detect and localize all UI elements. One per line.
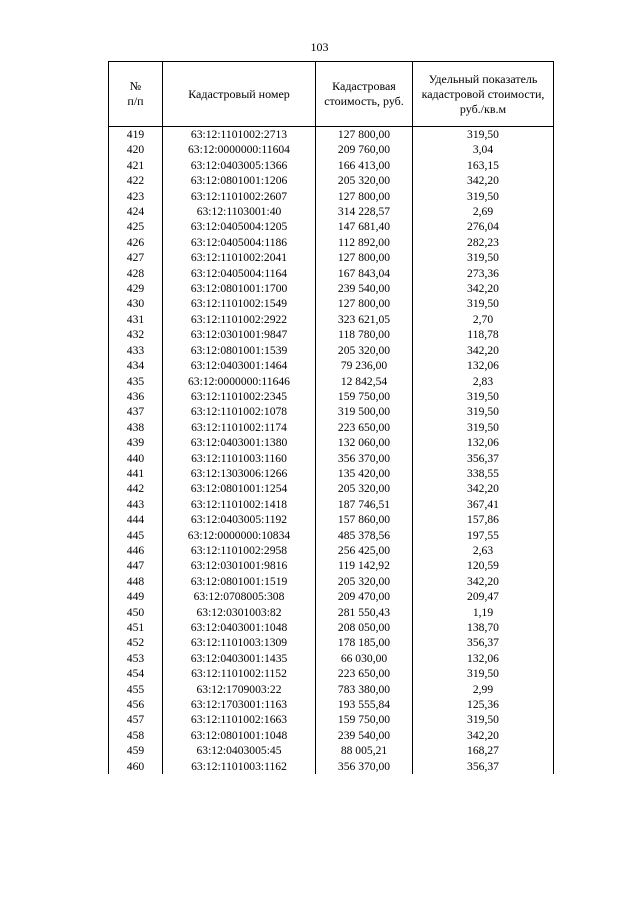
row-index: 423 [109,189,163,204]
page-number: 103 [310,40,329,54]
row-index: 436 [109,389,163,404]
row-index: 445 [109,528,163,543]
cadastral-value: 356 370,00 [316,759,413,774]
table-row [109,512,554,527]
cadastral-value: 281 550,43 [316,605,413,620]
cadastral-value: 112 892,00 [316,235,413,250]
specific-indicator: 356,37 [413,635,554,650]
row-index: 441 [109,466,163,481]
table-row [109,204,554,219]
cadastral-number: 63:12:1101002:2958 [163,543,316,558]
table-row [109,389,554,404]
cadastral-number: 63:12:1101003:1162 [163,759,316,774]
specific-indicator: 168,27 [413,743,554,758]
cadastral-number: 63:12:0405004:1186 [163,235,316,250]
cadastral-value: 66 030,00 [316,651,413,666]
cadastral-value: 159 750,00 [316,712,413,727]
row-index: 446 [109,543,163,558]
cadastral-value: 256 425,00 [316,543,413,558]
cadastral-number: 63:12:0801001:1048 [163,728,316,743]
table-header [109,62,554,127]
cadastral-number: 63:12:0405004:1164 [163,266,316,281]
row-index: 453 [109,651,163,666]
row-index: 440 [109,451,163,466]
specific-indicator: 342,20 [413,343,554,358]
row-index: 459 [109,743,163,758]
table-row [109,743,554,758]
specific-indicator: 342,20 [413,173,554,188]
specific-indicator: 209,47 [413,589,554,604]
row-index: 439 [109,435,163,450]
table-row [109,451,554,466]
cadastral-number: 63:12:1101002:2713 [163,127,316,143]
cadastral-number: 63:12:1101003:1160 [163,451,316,466]
row-index: 432 [109,327,163,342]
table-row [109,466,554,481]
specific-indicator: 273,36 [413,266,554,281]
specific-indicator: 118,78 [413,327,554,342]
row-index: 449 [109,589,163,604]
table-row [109,312,554,327]
cadastral-number: 63:12:1101003:1309 [163,635,316,650]
specific-indicator: 125,36 [413,697,554,712]
cadastral-value: 239 540,00 [316,281,413,296]
specific-indicator: 282,23 [413,235,554,250]
row-index: 427 [109,250,163,265]
cadastral-number: 63:12:1101002:1418 [163,497,316,512]
specific-indicator: 319,50 [413,666,554,681]
specific-indicator: 132,06 [413,358,554,373]
row-index: 444 [109,512,163,527]
cadastral-value: 166 413,00 [316,158,413,173]
row-index: 456 [109,697,163,712]
table-row [109,374,554,389]
table-row [109,589,554,604]
specific-indicator: 356,37 [413,451,554,466]
table-row [109,235,554,250]
cadastral-value: 319 500,00 [316,404,413,419]
cadastral-number: 63:12:0708005:308 [163,589,316,604]
table-row [109,497,554,512]
table-row [109,666,554,681]
cadastral-number: 63:12:0301001:9816 [163,558,316,573]
table-row [109,759,554,774]
row-index: 422 [109,173,163,188]
header-index: № п/п [109,62,163,127]
specific-indicator: 319,50 [413,404,554,419]
table-row [109,558,554,573]
cadastral-number: 63:12:0301001:9847 [163,327,316,342]
cadastral-number: 63:12:1101002:1549 [163,296,316,311]
cadastral-value: 205 320,00 [316,173,413,188]
row-index: 426 [109,235,163,250]
table-row [109,281,554,296]
cadastral-number: 63:12:1101002:2345 [163,389,316,404]
row-index: 437 [109,404,163,419]
table-row [109,481,554,496]
cadastral-value: 159 750,00 [316,389,413,404]
row-index: 430 [109,296,163,311]
cadastral-value: 205 320,00 [316,481,413,496]
specific-indicator: 342,20 [413,481,554,496]
specific-indicator: 2,63 [413,543,554,558]
cadastral-number: 63:12:0403005:45 [163,743,316,758]
cadastral-number: 63:12:0801001:1254 [163,481,316,496]
specific-indicator: 356,37 [413,759,554,774]
cadastral-value: 127 800,00 [316,250,413,265]
cadastral-value: 323 621,05 [316,312,413,327]
row-index: 455 [109,682,163,697]
cadastral-number: 63:12:0801001:1700 [163,281,316,296]
table-row [109,697,554,712]
specific-indicator: 319,50 [413,712,554,727]
specific-indicator: 1,19 [413,605,554,620]
specific-indicator: 342,20 [413,281,554,296]
cadastral-number: 63:12:1101002:2041 [163,250,316,265]
cadastral-value: 12 842,54 [316,374,413,389]
cadastral-number: 63:12:0801001:1519 [163,574,316,589]
cadastral-number: 63:12:1101002:1663 [163,712,316,727]
table-row [109,420,554,435]
cadastral-number: 63:12:0000000:11604 [163,142,316,157]
specific-indicator: 276,04 [413,219,554,234]
row-index: 450 [109,605,163,620]
row-index: 419 [109,127,163,143]
table-row [109,635,554,650]
specific-indicator: 132,06 [413,435,554,450]
cadastral-number: 63:12:0000000:10834 [163,528,316,543]
cadastral-value: 88 005,21 [316,743,413,758]
cadastral-value: 147 681,40 [316,219,413,234]
row-index: 452 [109,635,163,650]
specific-indicator: 138,70 [413,620,554,635]
table-row [109,296,554,311]
cadastral-value: 79 236,00 [316,358,413,373]
row-index: 447 [109,558,163,573]
specific-indicator: 3,04 [413,142,554,157]
cadastral-value: 239 540,00 [316,728,413,743]
specific-indicator: 319,50 [413,189,554,204]
cadastral-number: 63:12:0403001:1380 [163,435,316,450]
header-cadastral-value: Кадастровая стоимость, руб. [316,62,413,127]
row-index: 434 [109,358,163,373]
cadastral-number: 63:12:0403005:1192 [163,512,316,527]
specific-indicator: 120,59 [413,558,554,573]
cadastral-number: 63:12:1101002:1174 [163,420,316,435]
cadastral-value: 223 650,00 [316,666,413,681]
row-index: 428 [109,266,163,281]
specific-indicator: 197,55 [413,528,554,543]
table-row [109,543,554,558]
table-row [109,682,554,697]
cadastral-number: 63:12:1101002:2607 [163,189,316,204]
header-specific-indicator: Удельный показатель кадастровой стоимости, руб./кв.м [413,62,554,127]
table-row [109,404,554,419]
table-row [109,605,554,620]
table-row [109,250,554,265]
cadastral-value: 356 370,00 [316,451,413,466]
table-row [109,189,554,204]
header-cadastral-number: Кадастровый номер [163,62,316,127]
row-index: 438 [109,420,163,435]
cadastral-number: 63:12:0801001:1539 [163,343,316,358]
specific-indicator: 132,06 [413,651,554,666]
specific-indicator: 342,20 [413,574,554,589]
table-row [109,728,554,743]
row-index: 433 [109,343,163,358]
cadastral-number: 63:12:0403001:1464 [163,358,316,373]
row-index: 435 [109,374,163,389]
cadastral-number: 63:12:1703001:1163 [163,697,316,712]
specific-indicator: 163,15 [413,158,554,173]
specific-indicator: 157,86 [413,512,554,527]
table-row [109,620,554,635]
table-row [109,712,554,727]
header-row [109,62,554,127]
table-row [109,651,554,666]
row-index: 457 [109,712,163,727]
cadastral-value: 193 555,84 [316,697,413,712]
cadastral-value: 187 746,51 [316,497,413,512]
cadastral-number: 63:12:1101002:1078 [163,404,316,419]
specific-indicator: 2,70 [413,312,554,327]
cadastral-number: 63:12:1101002:2922 [163,312,316,327]
cadastral-number: 63:12:1101002:1152 [163,666,316,681]
cadastral-value: 205 320,00 [316,343,413,358]
table-row [109,343,554,358]
cadastral-value: 132 060,00 [316,435,413,450]
cadastral-value: 127 800,00 [316,189,413,204]
specific-indicator: 342,20 [413,728,554,743]
table-row [109,327,554,342]
specific-indicator: 2,69 [413,204,554,219]
specific-indicator: 2,99 [413,682,554,697]
table-row [109,266,554,281]
row-index: 458 [109,728,163,743]
table-row [109,574,554,589]
table-row [109,127,554,143]
table-row [109,358,554,373]
specific-indicator: 319,50 [413,127,554,143]
row-index: 431 [109,312,163,327]
table-row [109,528,554,543]
row-index: 429 [109,281,163,296]
row-index: 442 [109,481,163,496]
specific-indicator: 319,50 [413,296,554,311]
cadastral-value: 208 050,00 [316,620,413,635]
cadastral-value: 209 760,00 [316,142,413,157]
specific-indicator: 2,83 [413,374,554,389]
table-row [109,173,554,188]
cadastral-number: 63:12:0403001:1048 [163,620,316,635]
cadastral-number: 63:12:0403005:1366 [163,158,316,173]
table-row [109,219,554,234]
cadastral-number: 63:12:0301003:82 [163,605,316,620]
cadastral-value: 783 380,00 [316,682,413,697]
row-index: 454 [109,666,163,681]
cadastral-value: 205 320,00 [316,574,413,589]
cadastral-number: 63:12:0000000:11646 [163,374,316,389]
row-index: 424 [109,204,163,219]
specific-indicator: 319,50 [413,389,554,404]
cadastral-value: 209 470,00 [316,589,413,604]
specific-indicator: 367,41 [413,497,554,512]
cadastral-value: 167 843,04 [316,266,413,281]
cadastral-value: 127 800,00 [316,296,413,311]
cadastral-value: 157 860,00 [316,512,413,527]
cadastral-number: 63:12:0801001:1206 [163,173,316,188]
table-body [109,127,554,775]
cadastral-value: 118 780,00 [316,327,413,342]
table-row [109,435,554,450]
row-index: 451 [109,620,163,635]
specific-indicator: 319,50 [413,250,554,265]
cadastral-value: 178 185,00 [316,635,413,650]
cadastral-value: 135 420,00 [316,466,413,481]
row-index: 421 [109,158,163,173]
cadastral-value: 119 142,92 [316,558,413,573]
table-row [109,158,554,173]
cadastral-number: 63:12:0405004:1205 [163,219,316,234]
cadastral-table [108,61,554,774]
row-index: 460 [109,759,163,774]
cadastral-value: 223 650,00 [316,420,413,435]
specific-indicator: 319,50 [413,420,554,435]
cadastral-number: 63:12:1303006:1266 [163,466,316,481]
cadastral-value: 127 800,00 [316,127,413,143]
cadastral-value: 485 378,56 [316,528,413,543]
table-row [109,142,554,157]
cadastral-number: 63:12:1103001:40 [163,204,316,219]
cadastral-number: 63:12:0403001:1435 [163,651,316,666]
cadastral-value: 314 228,57 [316,204,413,219]
row-index: 443 [109,497,163,512]
cadastral-number: 63:12:1709003:22 [163,682,316,697]
row-index: 425 [109,219,163,234]
row-index: 448 [109,574,163,589]
row-index: 420 [109,142,163,157]
specific-indicator: 338,55 [413,466,554,481]
